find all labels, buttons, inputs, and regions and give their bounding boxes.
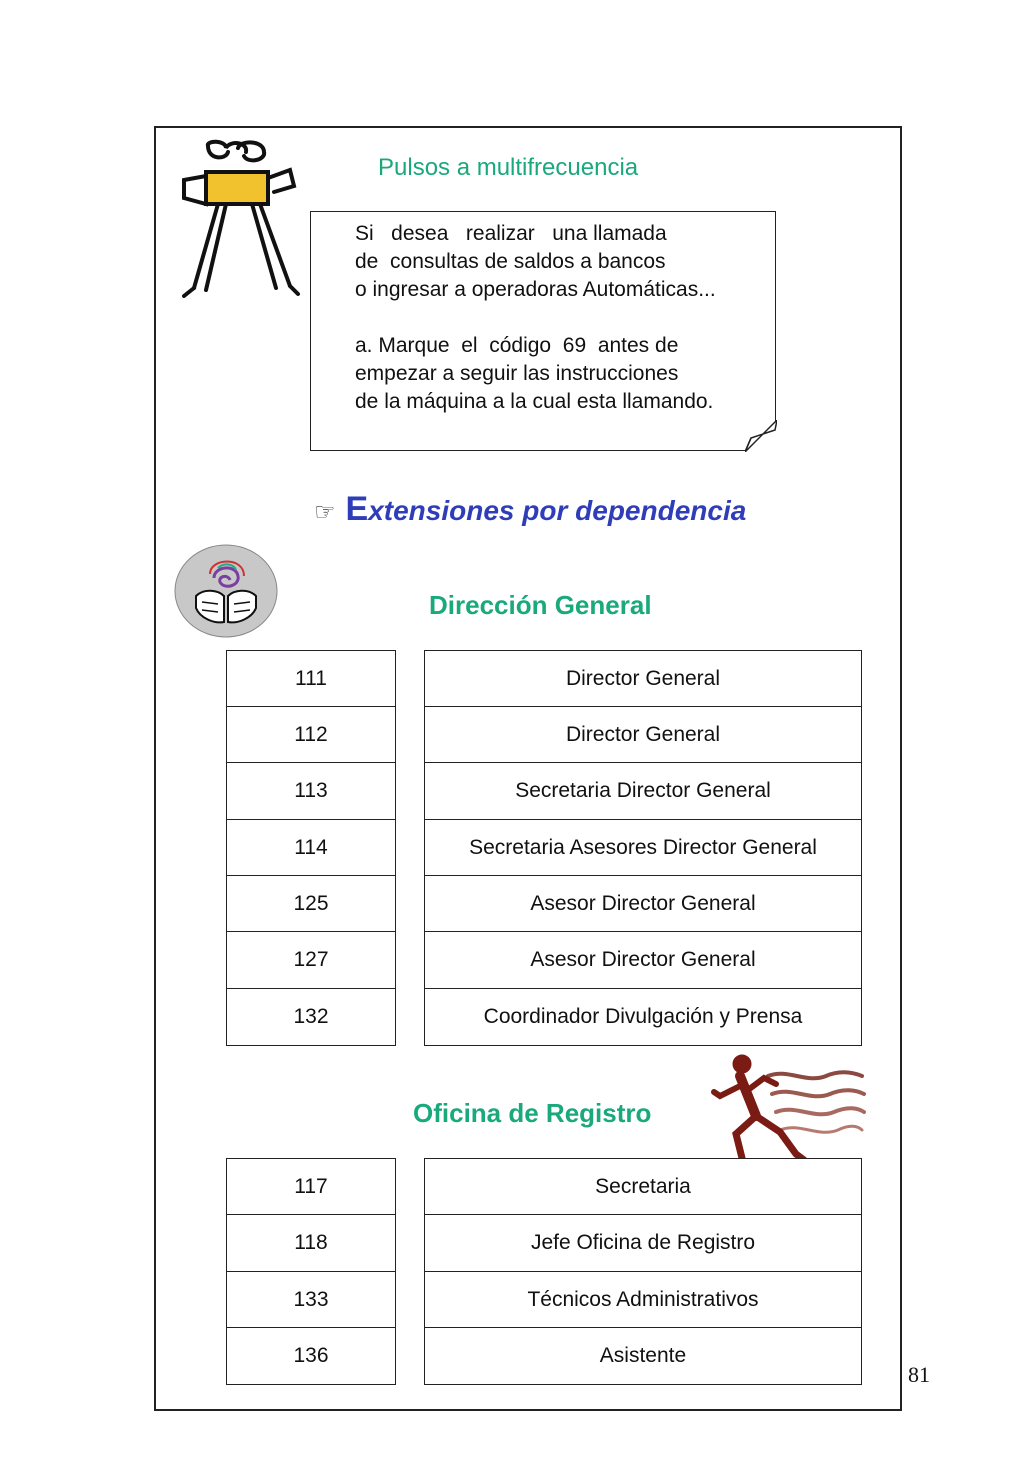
department-cell: Jefe Oficina de Registro [424, 1214, 862, 1272]
note-line: de consultas de saldos a bancos [355, 250, 666, 273]
pulses-title: Pulsos a multifrecuencia [378, 154, 639, 181]
note-line: empezar a seguir las instrucciones [355, 362, 679, 385]
ext-cell: 112 [226, 706, 396, 764]
department-cell: Secretaria Director General [424, 762, 862, 820]
department-cell: Asesor Director General [424, 931, 862, 989]
ext-cell: 133 [226, 1271, 396, 1329]
page-fold-icon [745, 420, 777, 452]
department-cell: Asesor Director General [424, 875, 862, 933]
ext-cell: 136 [226, 1327, 396, 1385]
page-number: 81 [908, 1362, 930, 1387]
instructions-note [310, 211, 776, 451]
hands-globe-icon [174, 544, 278, 638]
ext-cell: 117 [226, 1158, 396, 1216]
department-cell: Secretaria [424, 1158, 862, 1216]
note-line: a. Marque el código 69 antes de [355, 334, 679, 357]
registro-title: Oficina de Registro [413, 1098, 652, 1128]
ext-cell: 127 [226, 931, 396, 989]
direccion-title: Dirección General [429, 590, 652, 620]
ext-cell: 132 [226, 988, 396, 1046]
extensions-title-initial: E [345, 490, 369, 528]
extensions-title-rest: xtensiones por dependencia [368, 495, 747, 526]
department-cell: Técnicos Administrativos [424, 1271, 862, 1329]
department-cell: Director General [424, 706, 862, 764]
extensions-heading [314, 490, 746, 529]
department-cell: Director General [424, 650, 862, 708]
ext-cell: 111 [226, 650, 396, 708]
note-line: Si desea realizar una llamada [355, 222, 667, 245]
note-line: de la máquina a la cual esta llamando. [355, 390, 714, 413]
movie-camera-icon [178, 138, 306, 298]
ext-cell: 118 [226, 1214, 396, 1272]
department-cell: Secretaria Asesores Director General [424, 819, 862, 877]
ext-cell: 125 [226, 875, 396, 933]
ext-cell: 114 [226, 819, 396, 877]
ext-cell: 113 [226, 762, 396, 820]
note-line: o ingresar a operadoras Automáticas... [355, 278, 716, 301]
pointing-hand-icon: ☞ [314, 499, 336, 526]
department-cell: Coordinador Divulgación y Prensa [424, 988, 862, 1046]
department-cell: Asistente [424, 1327, 862, 1385]
running-man-icon [710, 1054, 866, 1166]
